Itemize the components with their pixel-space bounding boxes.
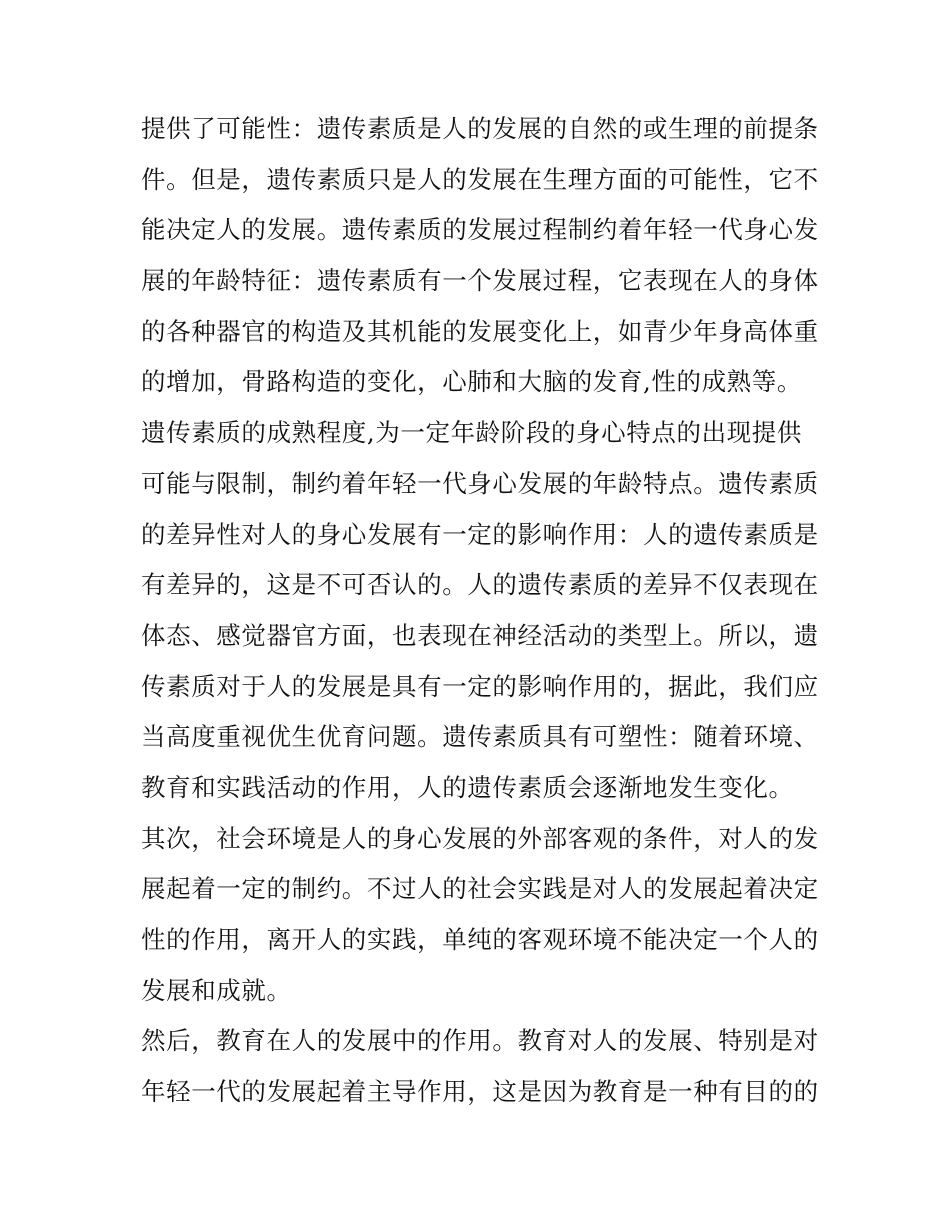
text-line: 遗传素质的成熟程度,为一定年龄阶段的身心特点的出现提供 bbox=[141, 418, 802, 448]
text-line: 体态、感觉器官方面，也表现在神经活动的类型上。所以，遗 bbox=[141, 620, 819, 650]
text-line: 发展和成就。 bbox=[141, 975, 292, 1005]
text-line: 性的作用，离开人的实践，单纯的客观环境不能决定一个人的 bbox=[141, 925, 819, 954]
document-body-text bbox=[141, 104, 819, 1118]
text-line: 提供了可能性：遗传素质是人的发展的自然的或生理的前提条 bbox=[141, 114, 819, 143]
text-line: 其次，社会环境是人的身心发展的外部客观的条件，对人的发 bbox=[141, 823, 819, 853]
text-line: 件。但是，遗传素质只是人的发展在生理方面的可能性，它不 bbox=[141, 164, 819, 194]
text-line: 传素质对于人的发展是具有一定的影响作用的，据此，我们应 bbox=[141, 671, 819, 701]
text-line: 年轻一代的发展起着主导作用，这是因为教育是一种有目的的 bbox=[141, 1077, 819, 1107]
text-line: 当高度重视优生优育问题。遗传素质具有可塑性：随着环境、 bbox=[141, 722, 819, 752]
text-line: 能决定人的发展。遗传素质的发展过程制约着年轻一代身心发 bbox=[141, 215, 819, 245]
text-line: 展的年龄特征：遗传素质有一个发展过程，它表现在人的身体 bbox=[141, 266, 819, 296]
text-line: 可能与限制，制约着年轻一代身心发展的年龄特点。遗传素质 bbox=[141, 468, 819, 498]
text-line: 的增加，骨路构造的变化，心肺和大脑的发育,性的成熟等。 bbox=[141, 367, 802, 397]
text-line: 展起着一定的制约。不过人的社会实践是对人的发展起着决定 bbox=[141, 874, 819, 904]
text-line: 的差异性对人的身心发展有一定的影响作用：人的遗传素质是 bbox=[141, 519, 819, 549]
text-line: 有差异的，这是不可否认的。人的遗传素质的差异不仅表现在 bbox=[141, 570, 819, 600]
text-line: 的各种器官的构造及其机能的发展变化上，如青少年身高体重 bbox=[141, 316, 819, 346]
text-line: 教育和实践活动的作用，人的遗传素质会逐渐地发生变化。 bbox=[141, 772, 794, 802]
text-line: 然后，教育在人的发展中的作用。教育对人的发展、特别是对 bbox=[141, 1026, 819, 1056]
